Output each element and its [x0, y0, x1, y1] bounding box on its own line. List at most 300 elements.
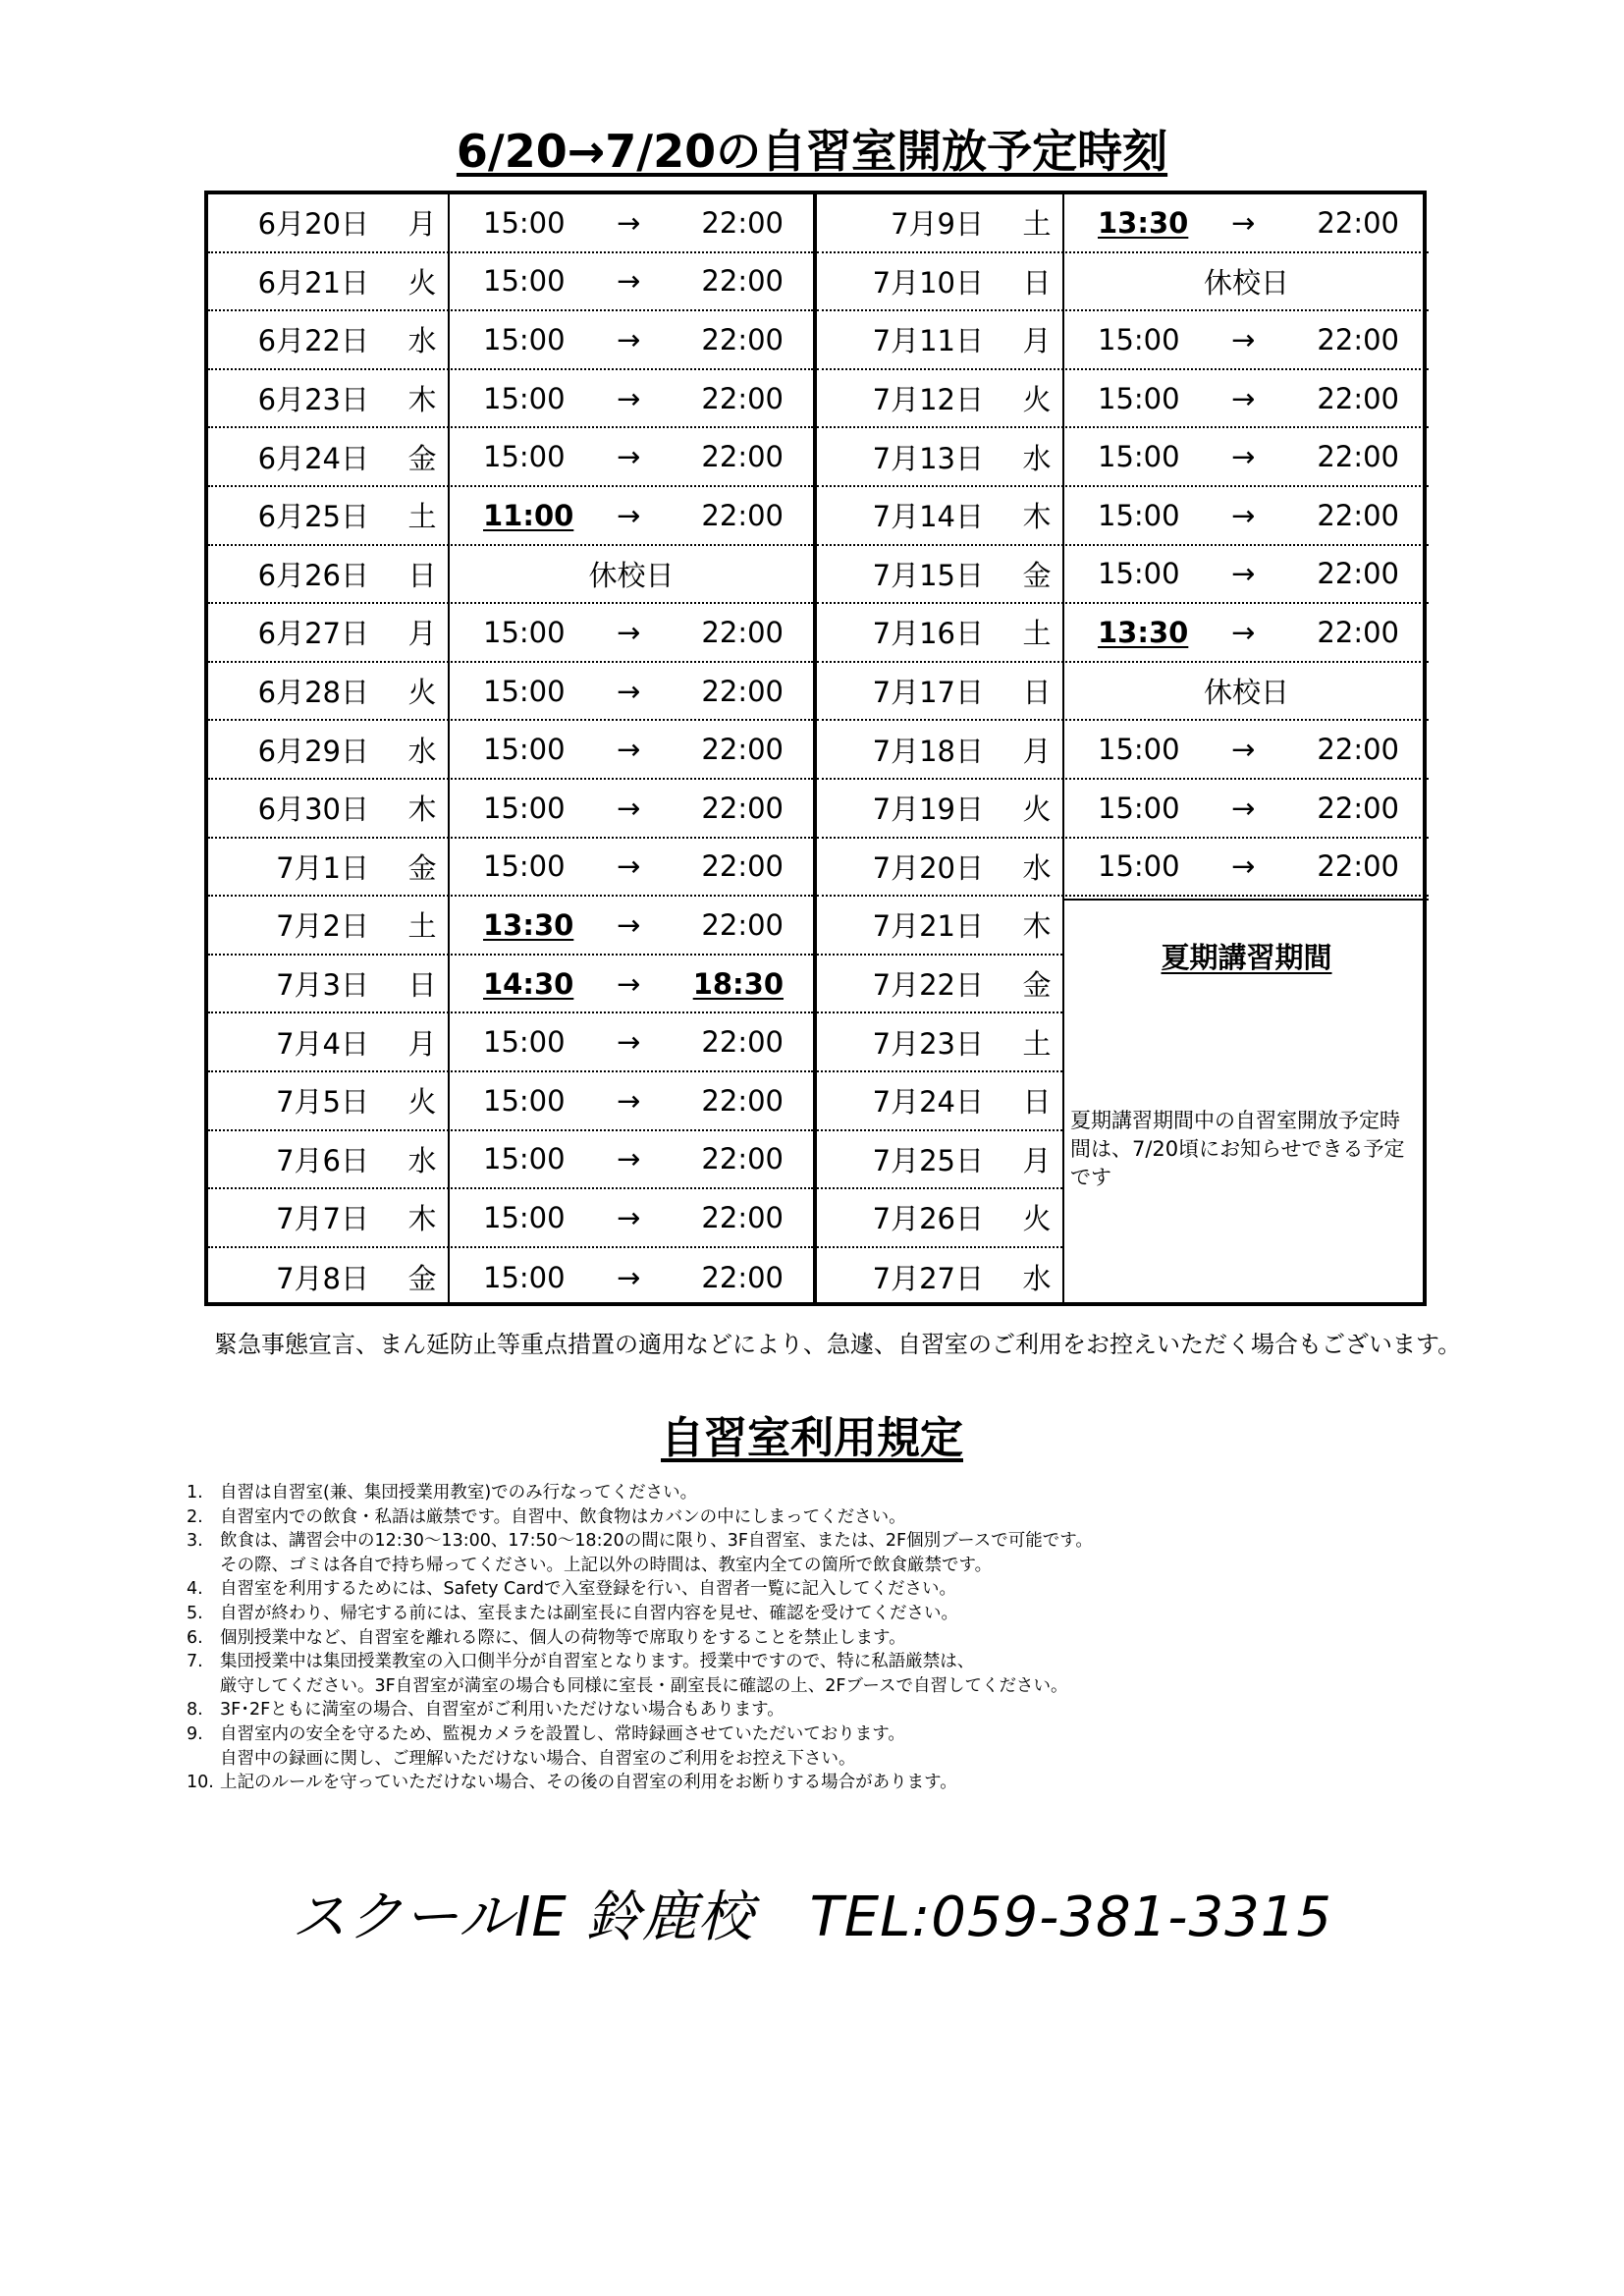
- arrow-glyph: →: [617, 205, 641, 240]
- weekday-label: 木: [407, 383, 437, 417]
- weekday-label: 月: [1022, 734, 1052, 768]
- rule-continuation: 自習中の録画に関し、ご理解いただけない場合、自習室のご利用をお控え下さい。: [220, 1748, 856, 1769]
- schedule-left-column: [208, 194, 813, 1302]
- open-time: 15:00: [483, 264, 566, 299]
- schedule-row: [208, 1072, 813, 1131]
- summer-block-border: [1064, 899, 1429, 901]
- close-time: 22:00: [701, 733, 784, 767]
- open-time: 15:00: [483, 381, 566, 415]
- close-time: 22:00: [701, 498, 784, 532]
- date-label: 7月24日: [872, 1085, 984, 1120]
- close-time: 22:00: [1317, 498, 1399, 532]
- date-cell: [208, 956, 448, 1012]
- time-cell: [1064, 311, 1429, 368]
- time-cell: [450, 721, 813, 778]
- date-label: 7月27日: [872, 1262, 984, 1296]
- arrow-glyph: →: [1231, 557, 1256, 591]
- schedule-row: [208, 1248, 813, 1307]
- schedule-row: [208, 487, 813, 546]
- arrow-glyph: →: [1231, 498, 1256, 532]
- rule-text: 自習室内の安全を守るため、監視カメラを設置し、常時録画させていただいております。: [220, 1723, 905, 1744]
- rule-number: 9.: [187, 1723, 203, 1744]
- time-cell: [1064, 663, 1429, 720]
- weekday-label: 水: [407, 1143, 437, 1177]
- date-label: 7月25日: [872, 1143, 984, 1177]
- arrow-glyph: →: [1231, 205, 1256, 240]
- close-time: 22:00: [1317, 733, 1399, 767]
- schedule-row: [817, 428, 1429, 487]
- open-time: 15:00: [483, 1142, 566, 1176]
- close-time: 22:00: [701, 907, 784, 942]
- rule-item: [187, 1626, 1463, 1651]
- rule-number: 2.: [187, 1506, 203, 1527]
- schedule-row: [817, 1013, 1062, 1072]
- open-time: 15:00: [1098, 849, 1180, 884]
- arrow-glyph: →: [617, 1083, 641, 1118]
- schedule-row: [208, 428, 813, 487]
- time-cell: [450, 839, 813, 896]
- weekday-label: 火: [407, 1085, 437, 1120]
- weekday-label: 月: [407, 1026, 437, 1061]
- date-label: 7月2日: [276, 909, 369, 944]
- open-time: 15:00: [1098, 322, 1180, 356]
- date-label: 6月27日: [257, 617, 369, 651]
- date-label: 7月17日: [872, 676, 984, 710]
- schedule-row: [817, 604, 1429, 663]
- time-cell: [450, 546, 813, 603]
- weekday-label: 金: [407, 441, 437, 475]
- weekday-label: 土: [1022, 617, 1052, 651]
- date-cell: [817, 780, 1062, 837]
- weekday-label: 日: [1022, 1085, 1052, 1120]
- arrow-glyph: →: [617, 907, 641, 942]
- rule-text: 自習は自習室(兼、集団授業用教室)でのみ行なってください。: [220, 1483, 698, 1503]
- rule-text: 自習室内での飲食・私語は厳禁です。自習中、飲食物はカバンの中にしまってください。: [220, 1506, 906, 1527]
- time-cell: [1064, 839, 1429, 896]
- weekday-label: 月: [1022, 1143, 1052, 1177]
- open-time: 15:00: [1098, 440, 1180, 474]
- date-cell: [208, 839, 448, 896]
- date-label: 7月4日: [276, 1026, 369, 1061]
- date-cell: [208, 1072, 448, 1129]
- time-cell: [450, 1189, 813, 1246]
- schedule-row: [817, 546, 1429, 605]
- close-time: 22:00: [701, 1025, 784, 1060]
- open-time: 15:00: [483, 205, 566, 240]
- time-cell: [450, 370, 813, 427]
- close-time: 22:00: [1317, 440, 1399, 474]
- schedule-row: [208, 1013, 813, 1072]
- page-title: 6/20→7/20の自習室開放予定時刻: [456, 125, 1168, 178]
- rule-number: 6.: [187, 1627, 203, 1648]
- weekday-label: 水: [1022, 850, 1052, 885]
- schedule-row: [208, 604, 813, 663]
- date-cell: [208, 487, 448, 544]
- time-cell: [1064, 604, 1429, 661]
- close-time: 22:00: [701, 1142, 784, 1176]
- arrow-glyph: →: [1231, 733, 1256, 767]
- rule-text: 個別授業中など、自習室を離れる際に、個人の荷物等で席取りをすることを禁止します。: [220, 1627, 906, 1648]
- schedule-row: [208, 663, 813, 722]
- arrow-glyph: →: [1231, 381, 1256, 415]
- date-label: 7月1日: [276, 850, 369, 885]
- open-time: 15:00: [483, 322, 566, 356]
- arrow-glyph: →: [617, 615, 641, 649]
- open-time: 15:00: [483, 733, 566, 767]
- arrow-glyph: →: [617, 1025, 641, 1060]
- summer-course-title: 夏期講習期間: [1161, 940, 1332, 974]
- date-cell: [817, 956, 1062, 1012]
- date-label: 6月20日: [257, 207, 369, 242]
- close-time: 22:00: [701, 674, 784, 708]
- schedule-row: [208, 546, 813, 605]
- date-label: 7月23日: [872, 1026, 984, 1061]
- date-label: 7月9日: [891, 207, 984, 242]
- arrow-glyph: →: [617, 1260, 641, 1294]
- schedule-row: [817, 487, 1429, 546]
- weekday-label: 金: [1022, 968, 1052, 1003]
- date-label: 6月22日: [257, 324, 369, 358]
- weekday-label: 日: [1022, 265, 1052, 300]
- date-cell: [208, 253, 448, 310]
- open-time: 13:30: [1098, 205, 1189, 240]
- date-label: 7月26日: [872, 1202, 984, 1236]
- open-time: 15:00: [483, 440, 566, 474]
- date-cell: [817, 428, 1062, 485]
- close-time: 22:00: [701, 205, 784, 240]
- school-contact: スクールIE 鈴鹿校 TEL:059-381-3315: [292, 1886, 1332, 1949]
- schedule-row: [817, 253, 1429, 312]
- date-cell: [817, 604, 1062, 661]
- rules-list: [187, 1481, 1463, 1795]
- schedule-row: [817, 780, 1429, 839]
- closed-day-label: 休校日: [1203, 265, 1289, 300]
- close-time: 22:00: [1317, 381, 1399, 415]
- schedule-row: [817, 311, 1429, 370]
- time-cell: [1064, 194, 1429, 251]
- time-cell: [450, 1072, 813, 1129]
- time-cell: [1064, 780, 1429, 837]
- weekday-label: 日: [407, 968, 437, 1003]
- time-cell: [1064, 487, 1429, 544]
- open-time: 15:00: [1098, 557, 1180, 591]
- weekday-label: 月: [407, 207, 437, 242]
- rule-number: 10.: [187, 1773, 214, 1793]
- date-label: 7月11日: [872, 324, 984, 358]
- arrow-glyph: →: [1231, 322, 1256, 356]
- weekday-label: 土: [1022, 1026, 1052, 1061]
- date-label: 7月6日: [276, 1143, 369, 1177]
- time-cell: [450, 428, 813, 485]
- close-time: 22:00: [1317, 615, 1399, 649]
- date-cell: [208, 311, 448, 368]
- open-time: 15:00: [483, 1083, 566, 1118]
- close-time: 22:00: [701, 615, 784, 649]
- closed-day-label: 休校日: [588, 558, 675, 592]
- arrow-glyph: →: [1231, 440, 1256, 474]
- arrow-glyph: →: [1231, 615, 1256, 649]
- rule-text: 自習室を利用するためには、Safety Cardで入室登録を行い、自習者一覧に記入してください。: [220, 1579, 956, 1600]
- time-cell: [450, 897, 813, 954]
- open-time: 15:00: [483, 615, 566, 649]
- close-time: 22:00: [1317, 557, 1399, 591]
- close-time: 18:30: [692, 966, 784, 1001]
- arrow-glyph: →: [617, 791, 641, 825]
- date-cell: [208, 1189, 448, 1246]
- rule-number: 3.: [187, 1531, 203, 1552]
- rule-text: 3F･2Fともに満室の場合、自習室がご利用いただけない場合もあります。: [220, 1700, 785, 1721]
- schedule-row: [817, 370, 1429, 429]
- open-time: 15:00: [483, 674, 566, 708]
- schedule-row: [817, 956, 1062, 1014]
- open-time: 15:00: [483, 1260, 566, 1294]
- weekday-label: 土: [1022, 207, 1052, 242]
- arrow-glyph: →: [617, 733, 641, 767]
- arrow-glyph: →: [617, 322, 641, 356]
- date-cell: [817, 370, 1062, 427]
- date-cell: [817, 1131, 1062, 1188]
- open-time: 15:00: [1098, 498, 1180, 532]
- closed-day-label: 休校日: [1203, 676, 1289, 710]
- date-label: 6月28日: [257, 676, 369, 710]
- schedule-row: [208, 253, 813, 312]
- date-label: 6月29日: [257, 734, 369, 768]
- schedule-row: [208, 370, 813, 429]
- weekday-label: 月: [1022, 324, 1052, 358]
- schedule-row: [817, 1189, 1062, 1248]
- close-time: 22:00: [701, 440, 784, 474]
- open-time: 15:00: [1098, 791, 1180, 825]
- time-cell: [450, 253, 813, 310]
- close-time: 22:00: [701, 381, 784, 415]
- open-time: 13:30: [483, 907, 574, 942]
- weekday-label: 土: [407, 909, 437, 944]
- open-time: 15:00: [1098, 733, 1180, 767]
- weekday-label: 日: [407, 558, 437, 592]
- time-cell: [1064, 721, 1429, 778]
- date-label: 7月5日: [276, 1085, 369, 1120]
- weekday-label: 土: [407, 500, 437, 534]
- date-label: 7月22日: [872, 968, 984, 1003]
- time-cell: [1064, 546, 1429, 603]
- date-cell: [817, 663, 1062, 720]
- date-cell: [208, 897, 448, 954]
- date-cell: [817, 1248, 1062, 1307]
- time-cell: [450, 1131, 813, 1188]
- emergency-notice: 緊急事態宣言、まん延防止等重点措置の適用などにより、急遽、自習室のご利用をお控えいただく場合もございます。: [214, 1331, 1462, 1358]
- arrow-glyph: →: [617, 966, 641, 1001]
- date-label: 7月15日: [872, 558, 984, 592]
- rule-number: 4.: [187, 1579, 203, 1600]
- date-label: 7月13日: [872, 441, 984, 475]
- rule-text: 集団授業中は集団授業教室の入口側半分が自習室となります。授業中ですので、特に私語厳禁は、: [220, 1652, 975, 1672]
- rule-item: [187, 1602, 1463, 1626]
- time-cell: [450, 311, 813, 368]
- schedule-row: [208, 839, 813, 898]
- time-cell: [450, 780, 813, 837]
- time-cell: [450, 604, 813, 661]
- weekday-label: 木: [1022, 909, 1052, 944]
- date-cell: [817, 1189, 1062, 1246]
- weekday-label: 火: [1022, 793, 1052, 827]
- schedule-row: [817, 897, 1062, 956]
- open-time: 15:00: [483, 1200, 566, 1234]
- date-cell: [817, 839, 1062, 896]
- date-cell: [817, 721, 1062, 778]
- weekday-label: 水: [407, 734, 437, 768]
- date-label: 6月26日: [257, 558, 369, 592]
- arrow-glyph: →: [617, 1200, 641, 1234]
- arrow-glyph: →: [617, 498, 641, 532]
- weekday-label: 火: [1022, 1202, 1052, 1236]
- date-cell: [817, 194, 1062, 251]
- close-time: 22:00: [701, 1260, 784, 1294]
- schedule-row: [817, 1248, 1062, 1307]
- weekday-label: 水: [407, 324, 437, 358]
- rule-text: 自習が終わり、帰宅する前には、室長または副室長に自習内容を見せ、確認を受けてください。: [220, 1603, 958, 1623]
- schedule-row: [208, 1131, 813, 1190]
- time-cell: [450, 194, 813, 251]
- schedule-right-column: [813, 194, 1429, 1302]
- open-time: 11:00: [483, 498, 574, 532]
- summer-course-block: [1064, 899, 1429, 1308]
- close-time: 22:00: [701, 264, 784, 299]
- rule-item: [187, 1529, 1463, 1554]
- rule-number: 5.: [187, 1603, 203, 1623]
- date-label: 6月24日: [257, 441, 369, 475]
- close-time: 22:00: [701, 1200, 784, 1234]
- schedule-row: [817, 663, 1429, 722]
- date-cell: [208, 604, 448, 661]
- rule-number: 7.: [187, 1652, 203, 1672]
- schedule-row: [208, 721, 813, 780]
- rule-item: [187, 1481, 1463, 1505]
- schedule-row: [208, 1189, 813, 1248]
- close-time: 22:00: [701, 791, 784, 825]
- weekday-label: 金: [407, 1262, 437, 1296]
- date-cell: [208, 1131, 448, 1188]
- arrow-glyph: →: [617, 1142, 641, 1176]
- date-cell: [208, 721, 448, 778]
- rule-item: [187, 1698, 1463, 1722]
- date-label: 7月16日: [872, 617, 984, 651]
- schedule-row: [817, 721, 1429, 780]
- schedule-row: [208, 194, 813, 253]
- date-cell: [817, 897, 1062, 954]
- weekday-label: 木: [407, 793, 437, 827]
- arrow-glyph: →: [617, 264, 641, 299]
- schedule-row: [208, 956, 813, 1014]
- close-time: 22:00: [1317, 205, 1399, 240]
- schedule-row: [817, 1072, 1062, 1131]
- rule-number: 1.: [187, 1483, 203, 1503]
- arrow-glyph: →: [617, 849, 641, 884]
- date-cell: [817, 253, 1062, 310]
- arrow-glyph: →: [617, 381, 641, 415]
- date-label: 7月3日: [276, 968, 369, 1003]
- arrow-glyph: →: [1231, 791, 1256, 825]
- date-cell: [817, 311, 1062, 368]
- close-time: 22:00: [701, 849, 784, 884]
- rules-title: 自習室利用規定: [661, 1413, 963, 1463]
- rule-item: [187, 1771, 1463, 1795]
- date-label: 6月25日: [257, 500, 369, 534]
- schedule-row: [817, 194, 1429, 253]
- date-cell: [817, 1013, 1062, 1070]
- weekday-label: 水: [1022, 441, 1052, 475]
- date-label: 7月8日: [276, 1262, 369, 1296]
- date-label: 7月19日: [872, 793, 984, 827]
- rule-item: [187, 1505, 1463, 1530]
- schedule-row: [817, 1131, 1062, 1190]
- open-time: 13:30: [1098, 615, 1189, 649]
- date-label: 6月30日: [257, 793, 369, 827]
- time-cell: [1064, 370, 1429, 427]
- date-label: 7月10日: [872, 265, 984, 300]
- summer-course-note: 夏期講習期間中の自習室開放予定時間は、7/20頃にお知らせできる予定です: [1070, 1108, 1405, 1189]
- time-cell: [1064, 253, 1429, 310]
- date-label: 7月21日: [872, 909, 984, 944]
- date-cell: [208, 663, 448, 720]
- date-cell: [208, 780, 448, 837]
- arrow-glyph: →: [617, 440, 641, 474]
- weekday-label: 火: [407, 265, 437, 300]
- time-cell: [450, 956, 813, 1012]
- weekday-label: 金: [1022, 558, 1052, 592]
- open-time: 15:00: [483, 791, 566, 825]
- date-label: 7月12日: [872, 383, 984, 417]
- date-label: 6月23日: [257, 383, 369, 417]
- open-time: 14:30: [483, 966, 574, 1001]
- arrow-glyph: →: [617, 674, 641, 708]
- time-cell: [450, 1013, 813, 1070]
- rule-item: [187, 1577, 1463, 1602]
- date-cell: [208, 1248, 448, 1307]
- date-cell: [208, 194, 448, 251]
- weekday-label: 木: [407, 1202, 437, 1236]
- arrow-glyph: →: [1231, 849, 1256, 884]
- schedule-row: [208, 311, 813, 370]
- schedule-row: [817, 839, 1429, 898]
- schedule-row: [208, 897, 813, 956]
- date-cell: [208, 428, 448, 485]
- close-time: 22:00: [701, 1083, 784, 1118]
- rule-number: 8.: [187, 1700, 203, 1721]
- weekday-label: 火: [1022, 383, 1052, 417]
- weekday-label: 火: [407, 676, 437, 710]
- weekday-label: 金: [407, 850, 437, 885]
- date-label: 7月18日: [872, 734, 984, 768]
- date-label: 7月7日: [276, 1202, 369, 1236]
- schedule-row: [208, 780, 813, 839]
- open-time: 15:00: [1098, 381, 1180, 415]
- rule-continuation: その際、ゴミは各自で持ち帰ってください。上記以外の時間は、教室内全ての箇所で飲食厳禁です。: [220, 1555, 993, 1575]
- close-time: 22:00: [1317, 849, 1399, 884]
- time-cell: [450, 487, 813, 544]
- rule-item: [187, 1650, 1463, 1674]
- weekday-label: 日: [1022, 676, 1052, 710]
- time-cell: [450, 663, 813, 720]
- time-cell: [450, 1248, 813, 1307]
- open-time: 15:00: [483, 849, 566, 884]
- date-label: 7月14日: [872, 500, 984, 534]
- date-label: 6月21日: [257, 265, 369, 300]
- date-cell: [817, 487, 1062, 544]
- schedule-table: [204, 191, 1427, 1306]
- date-cell: [817, 1072, 1062, 1129]
- rule-continuation: 厳守してください。3F自習室が満室の場合も同様に室長・副室長に確認の上、2Fブースで自習してください。: [220, 1675, 1068, 1696]
- weekday-label: 月: [407, 617, 437, 651]
